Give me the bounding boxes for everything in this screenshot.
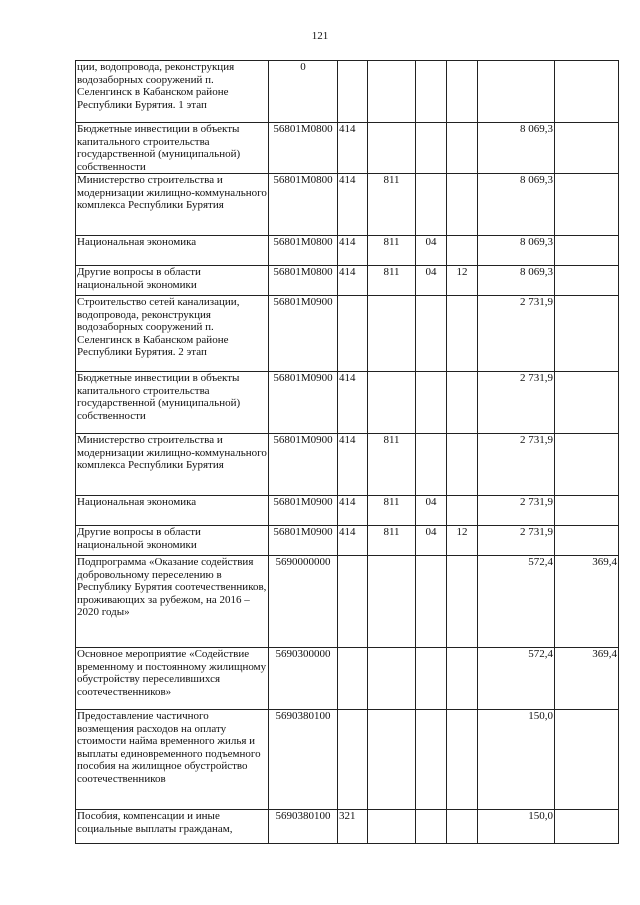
row-vr-cell: 414 [338,526,368,556]
row-grbs-cell [368,648,416,710]
row-sum2-cell [555,496,619,526]
row-code-cell: 56801M0900 [269,372,338,434]
row-code-cell: 56801M0800 [269,174,338,236]
row-sum1-cell: 572,4 [478,648,555,710]
row-rz-cell [416,61,447,123]
row-code-cell: 56801M0800 [269,123,338,174]
row-grbs-cell: 811 [368,434,416,496]
row-rz-cell [416,296,447,372]
row-code-cell: 5690300000 [269,648,338,710]
row-rz-cell: 04 [416,266,447,296]
table-row [76,123,619,174]
row-rz-cell [416,710,447,810]
row-sum2-cell: 369,4 [555,556,619,648]
row-name-cell: Другие вопросы в области национальной экономики [76,266,269,296]
row-sum2-cell: 369,4 [555,648,619,710]
row-sum1-cell: 2 731,9 [478,296,555,372]
row-sum1-cell: 2 731,9 [478,526,555,556]
row-name-cell: Бюджетные инвестиции в объекты капитального строительства государственной (муниципальной) собственности [76,372,269,434]
row-sum1-cell: 150,0 [478,710,555,810]
row-rz-cell [416,434,447,496]
row-rz-cell [416,556,447,648]
row-pr-cell [447,810,478,844]
table-row [76,710,619,810]
row-grbs-cell [368,61,416,123]
row-pr-cell [447,123,478,174]
row-rz-cell [416,810,447,844]
row-pr-cell [447,710,478,810]
table-row [76,556,619,648]
row-code-cell: 56801M0800 [269,236,338,266]
row-vr-cell: 414 [338,372,368,434]
row-sum1-cell: 2 731,9 [478,372,555,434]
row-name-cell: Пособия, компенсации и иные социальные выплаты гражданам, [76,810,269,844]
row-name-cell: Другие вопросы в области национальной экономики [76,526,269,556]
row-name-cell: Национальная экономика [76,496,269,526]
row-sum1-cell: 8 069,3 [478,174,555,236]
row-rz-cell [416,648,447,710]
table-row [76,526,619,556]
row-name-cell: ции, водопровода, реконструкция водозаборных сооружений п. Селенгинск в Кабанском районе Республики Бурятия. 1 этап [76,61,269,123]
row-grbs-cell [368,810,416,844]
row-grbs-cell [368,556,416,648]
row-name-cell: Строительство сетей канализации, водопровода, реконструкция водозаборных сооружений п. Селенгинск в Кабанском районе Республики Бурятия. 2 этап [76,296,269,372]
row-sum2-cell [555,266,619,296]
table-row [76,174,619,236]
row-pr-cell [447,61,478,123]
row-sum1-cell: 8 069,3 [478,236,555,266]
row-grbs-cell: 811 [368,266,416,296]
row-pr-cell [447,372,478,434]
row-sum1-cell: 150,0 [478,810,555,844]
row-vr-cell: 414 [338,496,368,526]
table-row [76,372,619,434]
row-sum2-cell [555,174,619,236]
row-rz-cell [416,123,447,174]
row-sum2-cell [555,296,619,372]
row-grbs-cell: 811 [368,526,416,556]
row-sum1-cell: 8 069,3 [478,123,555,174]
row-grbs-cell [368,123,416,174]
row-rz-cell: 04 [416,236,447,266]
row-sum2-cell [555,61,619,123]
row-pr-cell [447,648,478,710]
row-vr-cell: 414 [338,174,368,236]
row-pr-cell [447,296,478,372]
table-row [76,434,619,496]
row-sum1-cell: 8 069,3 [478,266,555,296]
row-code-cell: 5690000000 [269,556,338,648]
row-grbs-cell [368,372,416,434]
row-pr-cell [447,174,478,236]
row-pr-cell: 12 [447,266,478,296]
row-sum2-cell [555,434,619,496]
table-row [76,296,619,372]
table-row [76,236,619,266]
row-name-cell: Подпрограмма «Оказание содействия добровольному переселению в Республику Бурятия соотечественников, проживающих за рубежом, на 2016 – 2020 годы» [76,556,269,648]
row-sum1-cell: 572,4 [478,556,555,648]
table-row [76,266,619,296]
row-vr-cell [338,710,368,810]
row-code-cell: 0 [269,61,338,123]
row-sum2-cell [555,526,619,556]
row-grbs-cell [368,296,416,372]
row-sum2-cell [555,810,619,844]
page-number: 121 [311,30,329,42]
row-pr-cell [447,236,478,266]
row-rz-cell [416,372,447,434]
row-sum2-cell [555,123,619,174]
row-sum1-cell: 2 731,9 [478,434,555,496]
row-name-cell: Бюджетные инвестиции в объекты капитального строительства государственной (муниципальной) собственности [76,123,269,174]
row-sum1-cell: 2 731,9 [478,496,555,526]
row-sum2-cell [555,372,619,434]
row-pr-cell [447,496,478,526]
row-sum2-cell [555,236,619,266]
row-grbs-cell: 811 [368,496,416,526]
table-row [76,496,619,526]
row-sum1-cell [478,61,555,123]
row-grbs-cell [368,710,416,810]
row-vr-cell: 414 [338,266,368,296]
table-row [76,648,619,710]
row-name-cell: Основное мероприятие «Содействие временному и постоянному жилищному обустройству переселившихся соотечественников» [76,648,269,710]
row-vr-cell [338,296,368,372]
row-code-cell: 5690380100 [269,710,338,810]
row-vr-cell: 414 [338,123,368,174]
row-code-cell: 56801M0900 [269,526,338,556]
table-row [76,810,619,844]
row-vr-cell [338,648,368,710]
row-pr-cell [447,556,478,648]
row-code-cell: 56801M0900 [269,296,338,372]
row-grbs-cell: 811 [368,236,416,266]
row-vr-cell: 414 [338,236,368,266]
row-sum2-cell [555,710,619,810]
row-code-cell: 56801M0900 [269,496,338,526]
row-vr-cell: 414 [338,434,368,496]
row-code-cell: 5690380100 [269,810,338,844]
budget-table [75,60,619,844]
row-vr-cell [338,556,368,648]
row-vr-cell: 321 [338,810,368,844]
row-name-cell: Национальная экономика [76,236,269,266]
table-body [76,61,619,844]
row-code-cell: 56801M0800 [269,266,338,296]
row-pr-cell: 12 [447,526,478,556]
row-code-cell: 56801M0900 [269,434,338,496]
row-grbs-cell: 811 [368,174,416,236]
row-rz-cell: 04 [416,526,447,556]
row-pr-cell [447,434,478,496]
table-row [76,61,619,123]
row-name-cell: Министерство строительства и модернизации жилищно-коммунального комплекса Республики Бурятия [76,174,269,236]
row-rz-cell [416,174,447,236]
row-rz-cell: 04 [416,496,447,526]
row-name-cell: Предоставление частичного возмещения расходов на оплату стоимости найма временного жилья и выплаты единовременного подъемного пособия на жилищное обустройство соотечественников [76,710,269,810]
row-name-cell: Министерство строительства и модернизации жилищно-коммунального комплекса Республики Бурятия [76,434,269,496]
row-vr-cell [338,61,368,123]
